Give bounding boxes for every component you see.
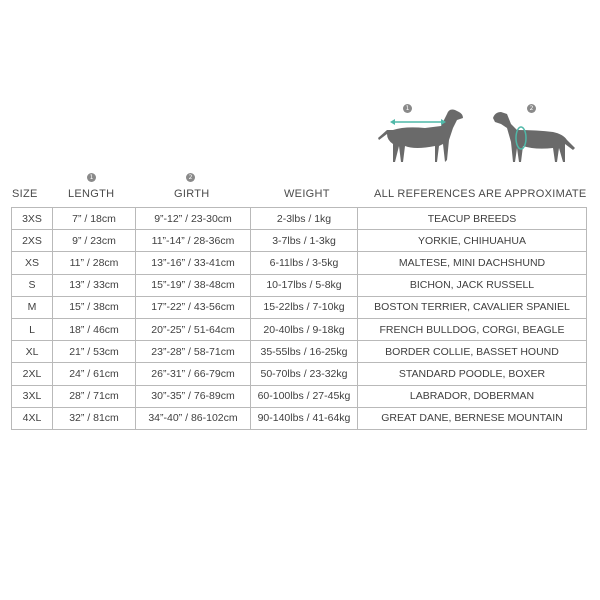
- cell-size: XS: [12, 252, 53, 274]
- cell-length: 9” / 23cm: [53, 230, 136, 252]
- cell-length: 18” / 46cm: [53, 318, 136, 340]
- cell-size: 3XS: [12, 208, 53, 230]
- girth-badge-dog: 2: [527, 104, 536, 113]
- dog-girth-diagram-icon: [487, 100, 582, 180]
- header-girth: GIRTH: [174, 188, 210, 200]
- cell-size: M: [12, 296, 53, 318]
- cell-weight: 3-7lbs / 1-3kg: [251, 230, 358, 252]
- length-badge: 1: [87, 173, 96, 182]
- cell-breeds: MALTESE, MINI DACHSHUND: [358, 252, 587, 274]
- cell-weight: 2-3lbs / 1kg: [251, 208, 358, 230]
- cell-size: 4XL: [12, 407, 53, 429]
- cell-size: 3XL: [12, 385, 53, 407]
- cell-size: S: [12, 274, 53, 296]
- table-row: [12, 385, 587, 407]
- cell-size: L: [12, 318, 53, 340]
- cell-size: XL: [12, 341, 53, 363]
- cell-breeds: TEACUP BREEDS: [358, 208, 587, 230]
- cell-length: 32” / 81cm: [53, 407, 136, 429]
- cell-weight: 90-140lbs / 41-64kg: [251, 407, 358, 429]
- cell-length: 15” / 38cm: [53, 296, 136, 318]
- table-row: [12, 407, 587, 429]
- cell-weight: 60-100lbs / 27-45kg: [251, 385, 358, 407]
- cell-weight: 15-22lbs / 7-10kg: [251, 296, 358, 318]
- cell-girth: 13”-16” / 33-41cm: [136, 252, 251, 274]
- cell-breeds: FRENCH BULLDOG, CORGI, BEAGLE: [358, 318, 587, 340]
- table-row: [12, 363, 587, 385]
- cell-breeds: LABRADOR, DOBERMAN: [358, 385, 587, 407]
- dog-length-diagram-icon: [375, 100, 470, 180]
- table-row: [12, 208, 587, 230]
- cell-girth: 17”-22” / 43-56cm: [136, 296, 251, 318]
- cell-breeds: BOSTON TERRIER, CAVALIER SPANIEL: [358, 296, 587, 318]
- size-table: [11, 207, 587, 430]
- cell-girth: 30”-35” / 76-89cm: [136, 385, 251, 407]
- cell-girth: 20”-25” / 51-64cm: [136, 318, 251, 340]
- cell-breeds: STANDARD POODLE, BOXER: [358, 363, 587, 385]
- length-badge-dog: 1: [403, 104, 412, 113]
- table-row: [12, 252, 587, 274]
- cell-girth: 9”-12” / 23-30cm: [136, 208, 251, 230]
- cell-weight: 20-40lbs / 9-18kg: [251, 318, 358, 340]
- header-size: SIZE: [12, 188, 38, 200]
- cell-weight: 50-70lbs / 23-32kg: [251, 363, 358, 385]
- cell-length: 28” / 71cm: [53, 385, 136, 407]
- table-row: [12, 296, 587, 318]
- cell-length: 24” / 61cm: [53, 363, 136, 385]
- table-row: [12, 318, 587, 340]
- cell-girth: 23”-28” / 58-71cm: [136, 341, 251, 363]
- header-note: ALL REFERENCES ARE APPROXIMATE: [374, 188, 587, 200]
- cell-weight: 10-17lbs / 5-8kg: [251, 274, 358, 296]
- header-weight: WEIGHT: [284, 188, 330, 200]
- cell-girth: 26”-31” / 66-79cm: [136, 363, 251, 385]
- cell-girth: 34”-40” / 86-102cm: [136, 407, 251, 429]
- cell-breeds: BORDER COLLIE, BASSET HOUND: [358, 341, 587, 363]
- cell-breeds: GREAT DANE, BERNESE MOUNTAIN: [358, 407, 587, 429]
- cell-length: 21” / 53cm: [53, 341, 136, 363]
- cell-breeds: BICHON, JACK RUSSELL: [358, 274, 587, 296]
- cell-weight: 35-55lbs / 16-25kg: [251, 341, 358, 363]
- cell-size: 2XL: [12, 363, 53, 385]
- cell-length: 7” / 18cm: [53, 208, 136, 230]
- cell-length: 11” / 28cm: [53, 252, 136, 274]
- table-row: [12, 230, 587, 252]
- girth-badge: 2: [186, 173, 195, 182]
- cell-girth: 15”-19” / 38-48cm: [136, 274, 251, 296]
- table-row: [12, 274, 587, 296]
- table-row: [12, 341, 587, 363]
- cell-size: 2XS: [12, 230, 53, 252]
- cell-length: 13” / 33cm: [53, 274, 136, 296]
- cell-weight: 6-11lbs / 3-5kg: [251, 252, 358, 274]
- header-length: LENGTH: [68, 188, 115, 200]
- cell-girth: 11”-14” / 28-36cm: [136, 230, 251, 252]
- cell-breeds: YORKIE, CHIHUAHUA: [358, 230, 587, 252]
